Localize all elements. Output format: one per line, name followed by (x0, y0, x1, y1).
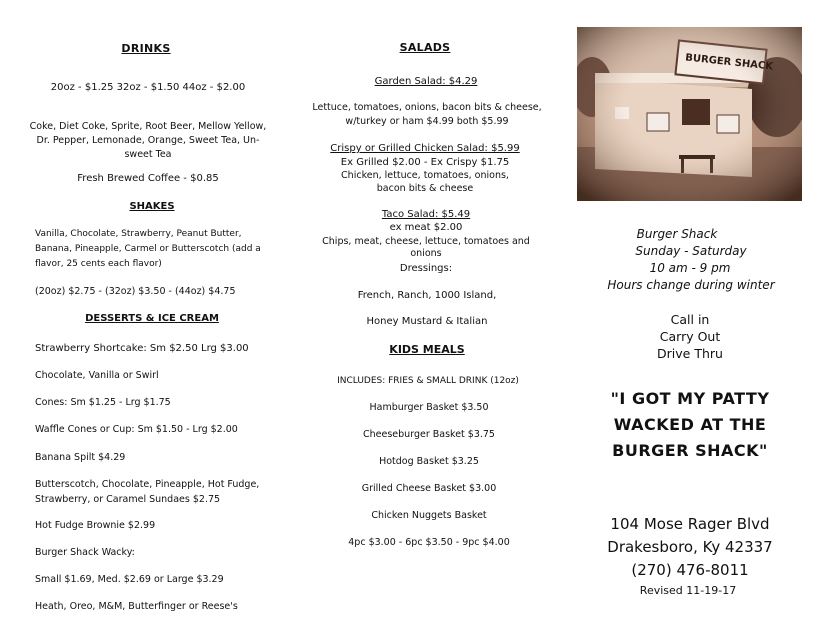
desserts-heading: DESSERTS & ICE CREAM (85, 313, 219, 324)
kids-item: Hotdog Basket $3.25 (379, 456, 479, 467)
burger-shack-photo (577, 27, 802, 201)
info-name: Burger Shack (636, 227, 718, 241)
service-carry-out: Carry Out (659, 329, 721, 344)
drinks-heading: DRINKS (121, 42, 171, 55)
address-city: Drakesboro, Ky 42337 (607, 538, 773, 556)
service-drive-thru: Drive Thru (657, 346, 723, 361)
kids-meals-heading: KIDS MEALS (389, 343, 465, 356)
revised-date: Revised 11-19-17 (639, 584, 737, 597)
dessert-item: Hot Fudge Brownie $2.99 (35, 520, 156, 531)
dessert-item: Cones: Sm $1.25 - Lrg $1.75 (35, 397, 171, 408)
service-call-in: Call in (670, 312, 710, 327)
dessert-item: Chocolate, Vanilla or Swirl (35, 370, 159, 381)
kids-item: Grilled Cheese Basket $3.00 (361, 483, 497, 494)
drinks-coffee: Fresh Brewed Coffee - $0.85 (77, 173, 219, 184)
dessert-item: Burger Shack Wacky: (35, 547, 135, 558)
drinks-list: Coke, Diet Coke, Sprite, Root Beer, Mellow Yellow, Dr. Pepper, Lemonade, Orange, Sweet Tea, Un-sweet Tea (29, 121, 267, 160)
kids-item: Cheeseburger Basket $3.75 (363, 429, 495, 440)
chicken-salad-title: Crispy or Grilled Chicken Salad: $5.99 (330, 143, 520, 154)
shakes-heading: SHAKES (129, 201, 175, 212)
taco-salad-title: Taco Salad: $5.49 (381, 209, 471, 220)
kids-includes: INCLUDES: FRIES & SMALL DRINK (12oz) (337, 376, 519, 386)
dessert-item: Strawberry Shortcake: Sm $2.50 Lrg $3.00 (35, 343, 249, 354)
info-hours-note: Hours change during winter (607, 278, 775, 292)
garden-salad-desc: Lettuce, tomatoes, onions, bacon bits & cheese, w/turkey or ham $4.99 both $5.99 (312, 102, 542, 127)
salads-heading: SALADS (399, 41, 451, 54)
dressings-line-2: Honey Mustard & Italian (366, 316, 488, 327)
dressings-line-1: French, Ranch, 1000 Island, (357, 290, 497, 301)
dessert-item: Small $1.69, Med. $2.69 or Large $3.29 (35, 574, 224, 585)
address-street: 104 Mose Rager Blvd (610, 515, 770, 533)
slogan-line-1: "I GOT MY PATTY (610, 389, 770, 408)
kids-item: Chicken Nuggets Basket (371, 510, 487, 521)
chicken-salad-desc: Chicken, lettuce, tomatoes, onions, bacon bits & cheese (341, 170, 509, 194)
info-days: Sunday - Saturday (635, 244, 747, 258)
dessert-item: Heath, Oreo, M&M, Butterfinger or Reese's (35, 601, 238, 612)
dressings-label: Dressings: (399, 263, 453, 274)
chicken-salad-extra: Ex Grilled $2.00 - Ex Crispy $1.75 (340, 157, 510, 168)
kids-item: Hamburger Basket $3.50 (369, 402, 489, 413)
taco-salad-desc: Chips, meat, cheese, lettuce, tomatoes and onions (322, 236, 530, 259)
shakes-flavors: Vanilla, Chocolate, Strawberry, Peanut Butter, Banana, Pineapple, Carmel or Butterscotch (add a flavor, 25 cents each flavor) (35, 229, 261, 269)
dessert-item: Waffle Cones or Cup: Sm $1.50 - Lrg $2.00 (35, 424, 238, 435)
garden-salad-title: Garden Salad: $4.29 (374, 76, 478, 87)
taco-salad-extra: ex meat $2.00 (389, 222, 463, 233)
kids-item: 4pc $3.00 - 6pc $3.50 - 9pc $4.00 (348, 537, 510, 548)
slogan-line-3: BURGER SHACK" (612, 441, 768, 460)
drinks-sizes: 20oz - $1.25 32oz - $1.50 44oz - $2.00 (50, 82, 246, 93)
photo-sign-text: BURGER SHACK (684, 52, 774, 73)
dessert-item: Butterscotch, Chocolate, Pineapple, Hot Fudge, Strawberry, or Caramel Sundaes $2.75 (35, 479, 260, 505)
info-hours: 10 am - 9 pm (649, 261, 731, 275)
shakes-prices: (20oz) $2.75 - (32oz) $3.50 - (44oz) $4.75 (35, 286, 236, 297)
dessert-item: Banana Spilt $4.29 (35, 452, 126, 463)
slogan-line-2: WACKED AT THE (613, 415, 767, 434)
phone-number: (270) 476-8011 (631, 561, 749, 579)
